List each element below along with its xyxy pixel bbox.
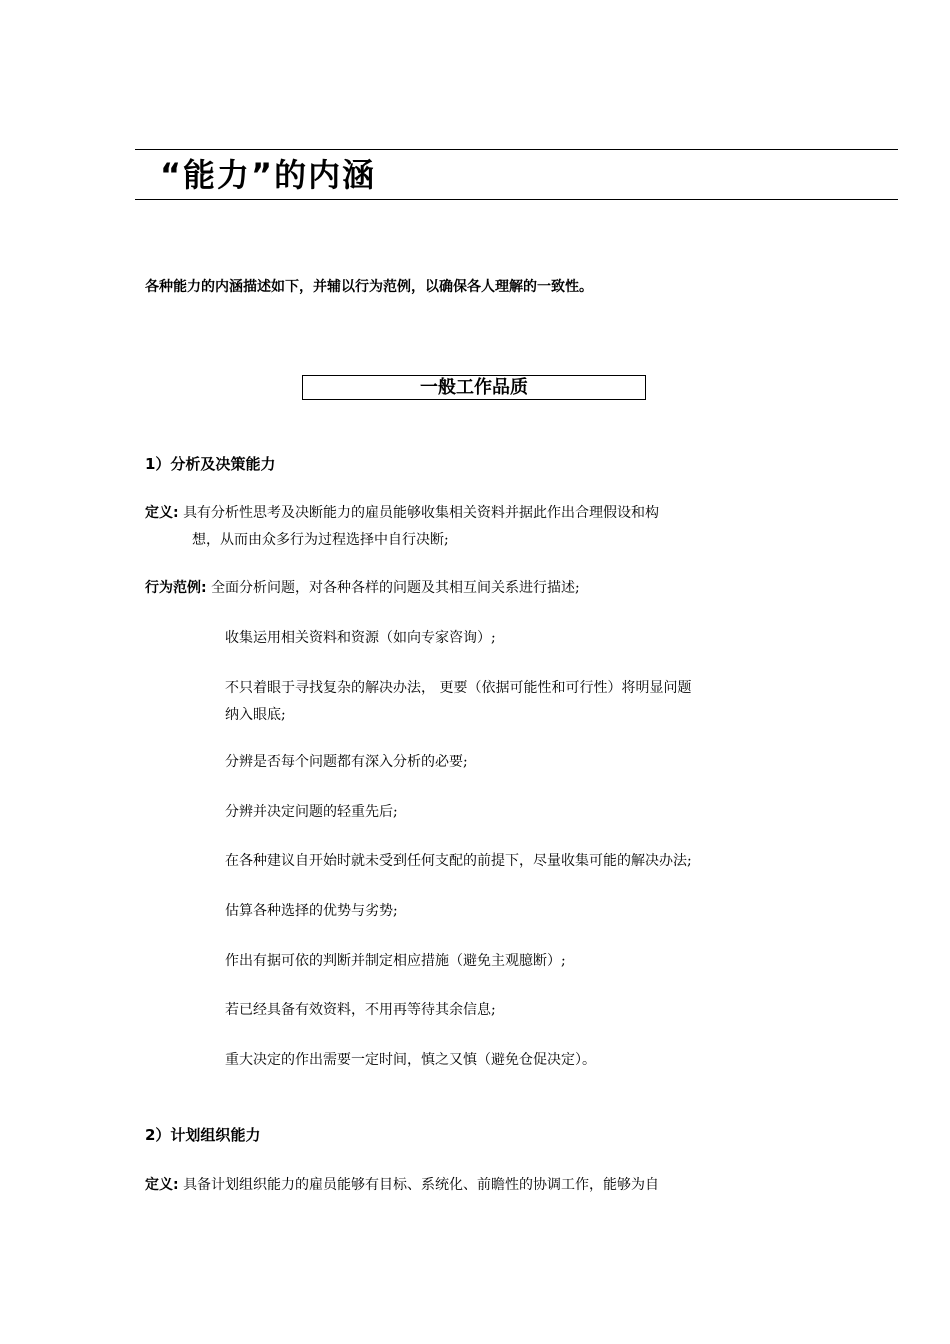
ability-heading-2: 2）计划组织能力 (145, 1126, 261, 1144)
definition-text-line2: 想，从而由众多行为过程选择中自行决断; (192, 532, 449, 548)
intro-text: 各种能力的内涵描述如下，并辅以行为范例，以确保各人理解的一致性。 (145, 279, 593, 295)
examples-label: 行为范例: (145, 580, 207, 596)
example-item: 分辨是否每个问题都有深入分析的必要; (225, 754, 468, 770)
examples-1 (145, 575, 810, 602)
example-item: 作出有据可依的判断并制定相应措施（避免主观臆断）; (225, 953, 566, 969)
ability-heading-1: 1）分析及决策能力 (145, 455, 276, 473)
example-item: 全面分析问题，对各种各样的问题及其相互间关系进行描述; (211, 580, 580, 596)
definition-label: 定义: (145, 1177, 179, 1193)
example-item: 重大决定的作出需要一定时间，慎之又慎（避免仓促决定）。 (225, 1052, 596, 1068)
definition-text-line1: 具备计划组织能力的雇员能够有目标、系统化、前瞻性的协调工作，能够为自 (183, 1177, 660, 1193)
definition-1 (145, 500, 810, 554)
definition-text-line1: 具有分析性思考及决断能力的雇员能够收集相关资料并据此作出合理假设和构 (183, 505, 660, 521)
example-item: 收集运用相关资料和资源（如向专家咨询）; (225, 630, 496, 646)
bottom-rule (135, 199, 898, 200)
section-title-box: 一般工作品质 (302, 375, 646, 400)
example-item: 纳入眼底; (225, 707, 286, 723)
example-item: 分辨并决定问题的轻重先后; (225, 804, 398, 820)
example-item: 在各种建议自开始时就未受到任何支配的前提下，尽量收集可能的解决办法; (225, 853, 692, 869)
top-rule (135, 149, 898, 150)
page-title: “能力”的内涵 (160, 156, 377, 194)
example-item: 若已经具备有效资料，不用再等待其余信息; (225, 1002, 496, 1018)
example-item: 不只着眼于寻找复杂的解决办法， 更要（依据可能性和可行性）将明显问题 (225, 680, 692, 696)
definition-2 (145, 1172, 810, 1199)
example-item: 估算各种选择的优势与劣势; (225, 903, 398, 919)
definition-label: 定义: (145, 505, 179, 521)
